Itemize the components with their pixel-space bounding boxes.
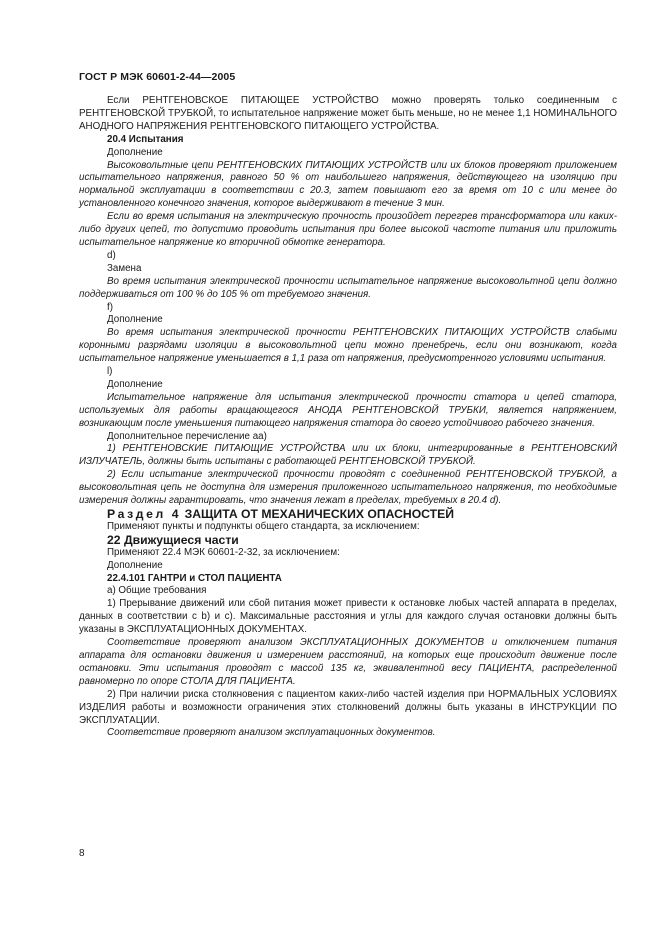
paragraph: Во время испытания электрической прочности испытательное напряжение высоковольтной цепи должно поддерживаться от 100 % до 105 % от требуемого значения. xyxy=(79,275,617,300)
list-item: 2) При наличии риска столкновения с пациентом каких-либо частей изделия при НОРМАЛЬНЫХ УСЛОВИЯХ ИЗДЕЛИЯ работы и возможности ограничения этих столкновений должны быть указаны в ИНСТРУКЦИИ ПО ЭКСПЛУАТАЦИИ. xyxy=(79,688,617,726)
list-item: 2) Если испытание электрической прочности проводят с соединенной РЕНТГЕНОВСКОЙ ТРУБКОЙ, а высоковольтная цепь не доступна для измерения приложенного испытательного напряжения, то необходимые измерения должны гарантировать, что значения лежат в пределах, требуемых в 20.4 d). xyxy=(79,469,617,507)
amendment-label: Замена xyxy=(107,262,142,274)
amendment-label: Дополнение xyxy=(107,378,163,390)
paragraph: Применяют 22.4 МЭК 60601-2-32, за исключением: xyxy=(107,546,340,558)
list-item-label: а) Общие требования xyxy=(107,585,207,597)
list-item-label: d) xyxy=(107,249,116,261)
paragraph: Во время испытания электрической прочности РЕНТГЕНОВСКИХ ПИТАЮЩИХ УСТРОЙСТВ слабыми коронными разрядами изоляции в высоковольтной цепи можно пренебречь, если они возникают, когда испытательное напряжение уменьшается в 1,1 раза от напряжения, предусмотренного условиями испытания. xyxy=(79,327,617,365)
amendment-label: Дополнение xyxy=(107,314,163,326)
list-item: 1) РЕНТГЕНОВСКИЕ ПИТАЮЩИЕ УСТРОЙСТВА или их блоки, интегрированные в РЕНТГЕНОВСКИЙ ИЗЛУЧАТЕЛЬ, должны быть испытаны с работающей РЕНТГЕНОВСКОЙ ТРУБКОЙ. xyxy=(79,443,617,468)
compliance-note: Соответствие проверяют анализом ЭКСПЛУАТАЦИОННЫХ ДОКУМЕНТОВ и отключением питания аппарата для остановки движения и измерением расстояний, на которых еще происходит движение после остановки. Эти испытания проводят с массой 135 кг, эквивалентной весу ПАЦИЕНТА, распределенной равномерно по опоре СТОЛА ДЛЯ ПАЦИЕНТА. xyxy=(79,637,617,687)
list-intro: Дополнительное перечисление аа) xyxy=(107,430,267,442)
list-item-label: l) xyxy=(107,366,113,378)
paragraph: Высоковольтные цепи РЕНТГЕНОВСКИХ ПИТАЮЩИХ УСТРОЙСТВ или их блоков проверяют приложением испытательного напряжения, равного 50 % от наибольшего напряжения, действующего на изоляцию при нормальной эксплуатации в соответствии с 20.3, затем повышают его за время от 10 с или менее до установленного конечного значения, которое выдерживают в течение 3 мин. xyxy=(79,159,617,210)
paragraph: Испытательное напряжение для испытания электрической прочности статора и цепей статора, используемых для работы вращающегося АНОДА РЕНТГЕНОВСКОЙ ТРУБКИ, является напряжением, возникающим после уменьшения питающего напряжения статора до своего устойчивого рабочего значения. xyxy=(79,391,617,429)
section-heading xyxy=(79,508,617,521)
subsection-heading: 20.4 Испытания xyxy=(107,133,184,145)
compliance-note: Соответствие проверяют анализом эксплуатационных документов. xyxy=(107,727,436,739)
paragraph: Если во время испытания на электрическую прочность произойдет перегрев трансформатора или каких-либо других цепей, то допустимо проводить испытания при более высокой частоте питания или приложить испытательное напряжение ко вторичной обмотке генератора. xyxy=(79,211,617,248)
amendment-label: Дополнение xyxy=(107,559,163,571)
amendment-label: Дополнение xyxy=(107,146,163,158)
paragraph: Если РЕНТГЕНОВСКОЕ ПИТАЮЩЕЕ УСТРОЙСТВО можно проверять только соединенным с РЕНТГЕНОВСКОЙ ТРУБКОЙ, то испытательное напряжение может быть меньше, но не менее 1,1 НОМИНАЛЬНОГО АНОДНОГО НАПРЯЖЕНИЯ РЕНТГЕНОВСКОГО ПИТАЮЩЕГО УСТРОЙСТВА. xyxy=(79,95,617,132)
section-number: Раздел 4 xyxy=(107,507,182,521)
section-title: ЗАЩИТА ОТ МЕХАНИЧЕСКИХ ОПАСНОСТЕЙ xyxy=(184,507,454,521)
paragraph: Применяют пункты и подпункты общего стандарта, за исключением: xyxy=(107,520,420,532)
list-item-label: f) xyxy=(107,301,113,313)
list-item: 1) Прерывание движений или сбой питания может привести к остановке любых частей аппарата в пределах, данных в соответствии с b) и c). Максимальные расстояния и углы для каждого случая остановки должны быть указаны в ЭКСПЛУАТАЦИОННЫХ ДОКУМЕНТАХ. xyxy=(79,598,617,636)
page-body xyxy=(79,95,617,740)
subsection-heading: 22.4.101 ГАНТРИ и СТОЛ ПАЦИЕНТА xyxy=(107,572,282,584)
clause-heading: 22 Движущиеся части xyxy=(107,532,239,547)
page-number: 8 xyxy=(79,848,85,859)
document-code-header: ГОСТ Р МЭК 60601-2-44—2005 xyxy=(79,71,236,83)
